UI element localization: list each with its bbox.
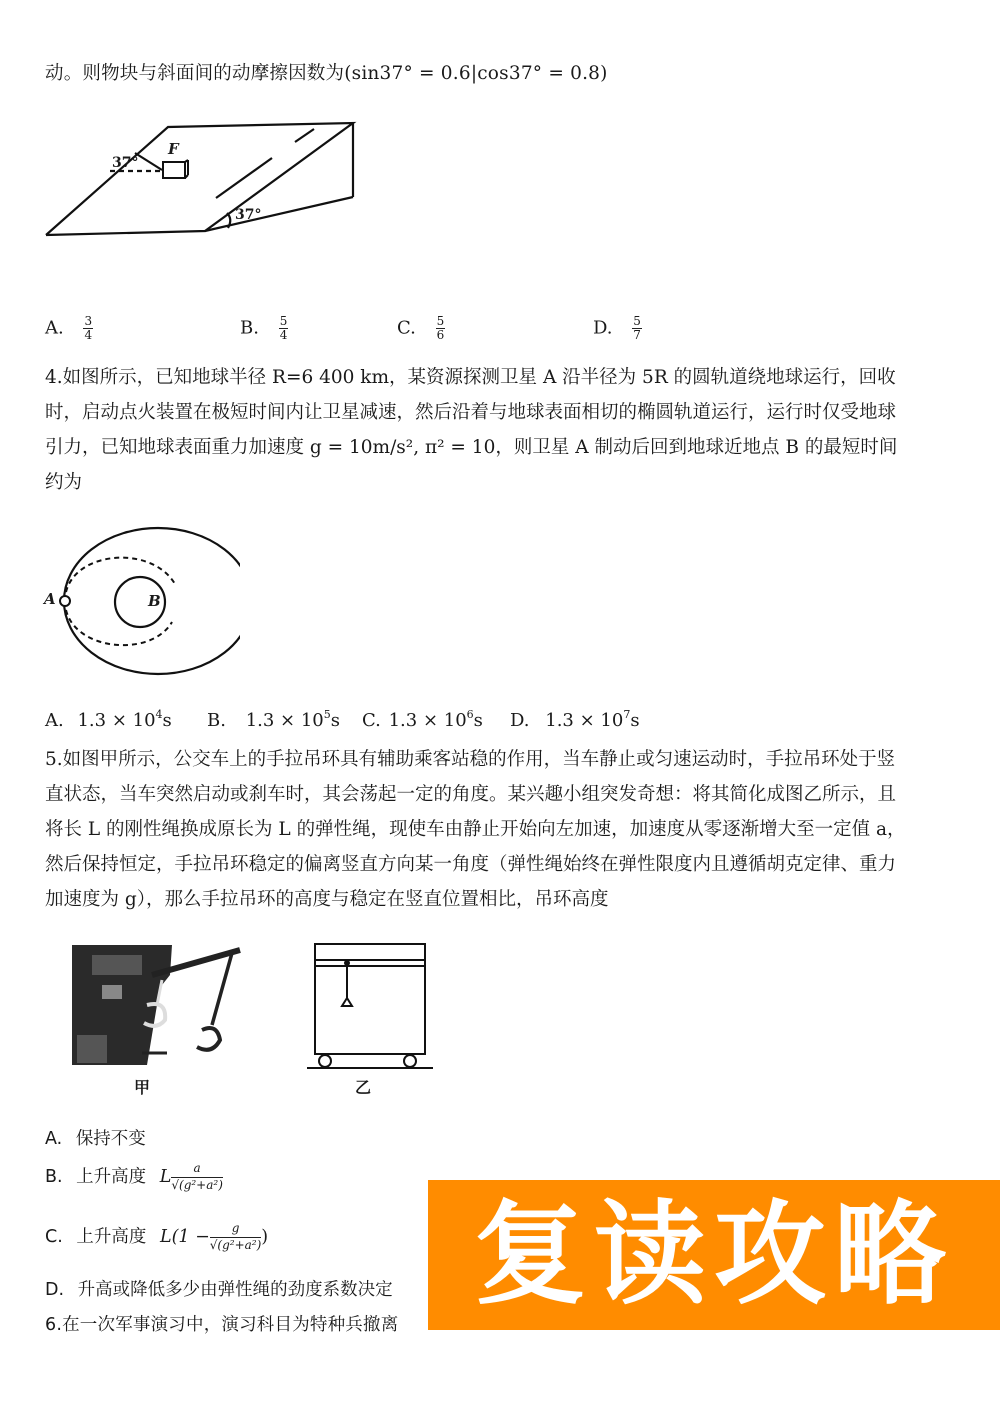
option-letter: C.	[362, 710, 381, 731]
q4-stem-line: 时，启动点火装置在极短时间内让卫星减速，然后沿着与地球表面相切的椭圆轨道运行，运行时仅受地球	[45, 402, 897, 423]
numerator: 3	[84, 314, 93, 328]
option-letter: D.	[510, 710, 530, 731]
denominator: 7	[633, 328, 641, 342]
numerator: 5	[633, 314, 641, 328]
unit: s	[330, 710, 340, 731]
option-value: 1.3 × 10	[388, 710, 467, 731]
point-a-label: A	[44, 590, 56, 608]
q3-option-b	[240, 315, 288, 342]
wheel-left	[319, 1055, 331, 1067]
numerator: 5	[436, 314, 445, 328]
q4-stem	[45, 360, 955, 500]
option-text: 上升高度	[76, 1167, 147, 1187]
q4-option-d	[510, 710, 640, 731]
q3-option-d	[593, 315, 642, 342]
exponent: 4	[155, 708, 163, 721]
incline-diagram	[40, 115, 370, 245]
fraction	[279, 315, 289, 342]
numerator: 5	[279, 314, 288, 328]
unit: s	[162, 710, 172, 731]
q5-stem-line: 加速度为 g），那么手拉吊环的高度与稳定在竖直位置相比，吊环高度	[45, 889, 609, 910]
wheel-right	[404, 1055, 416, 1067]
hand-strap-photo	[72, 945, 252, 1065]
option-value: 1.3 × 10	[245, 710, 324, 731]
fraction	[632, 315, 642, 342]
q3-option-c	[397, 315, 445, 342]
q5-figure-yi-schematic	[305, 940, 435, 1070]
exponent: 5	[323, 708, 331, 721]
q5-option-d	[45, 1276, 393, 1301]
q4-stem-line: 4.如图所示，已知地球半径 R=6 400 km，某资源探测卫星 A 沿半径为 5R 的圆轨道绕地球运行，回收	[45, 367, 896, 388]
option-value: 1.3 × 10	[545, 710, 624, 731]
denominator: 6	[436, 328, 445, 342]
bus-schematic	[305, 940, 435, 1070]
point-b-label: B	[148, 592, 161, 610]
numerator: g	[231, 1221, 240, 1235]
option-letter: B.	[240, 317, 259, 339]
q3-stem-text: 动。则物块与斜面间的动摩擦因数为(sin37° = 0.6|cos37° = 0.8)	[45, 63, 608, 84]
math-fraction	[210, 1222, 262, 1252]
q4-stem-line: 引力，已知地球表面重力加速度 g = 10m/s², π² = 10，则卫星 A 制动后回到地球近地点 B 的最短时间	[45, 437, 898, 458]
option-letter: B.	[45, 1167, 63, 1187]
q3-option-a	[45, 315, 93, 342]
unit: s	[630, 710, 640, 731]
option-text: 升高或降低多少由弹性绳的劲度系数决定	[77, 1280, 393, 1300]
denominator: 4	[84, 328, 93, 342]
force-f-label: F	[168, 140, 179, 158]
denominator: 4	[279, 328, 288, 342]
option-letter: B.	[207, 710, 226, 731]
exponent: 7	[623, 708, 631, 721]
option-letter: A.	[45, 317, 64, 339]
q4-option-a	[45, 710, 172, 731]
q5-stem	[45, 742, 955, 917]
option-text: 保持不变	[75, 1129, 146, 1149]
angle-bottom-label: 37°	[235, 207, 262, 223]
math-suffix: )	[261, 1227, 269, 1247]
option-text: 上升高度	[76, 1227, 147, 1247]
angle-top-label: 37°	[112, 155, 139, 171]
q4-orbit-figure	[40, 522, 240, 682]
option-letter: A.	[45, 710, 64, 731]
q5-figure-jia-photo	[72, 945, 252, 1065]
q5-stem-line: 5.如图甲所示，公交车上的手拉吊环具有辅助乘客站稳的作用，当车静止或匀速运动时，手拉吊环处于竖	[45, 749, 896, 770]
option-letter: D.	[45, 1280, 65, 1300]
denominator: √(g²+a²)	[209, 1238, 262, 1252]
numerator: a	[193, 1161, 201, 1175]
exponent: 6	[466, 708, 474, 721]
fraction	[83, 315, 93, 342]
figure-jia-caption: 甲	[134, 1078, 151, 1097]
denominator: √(g²+a²)	[171, 1178, 223, 1192]
math-fraction	[171, 1162, 223, 1192]
option-letter: D.	[593, 317, 613, 339]
q3-incline-figure	[40, 115, 370, 245]
orbit-diagram	[40, 522, 240, 682]
q6-stem-text: 6.在一次军事演习中，演习科目为特种兵撤离	[45, 1315, 399, 1335]
watermark-text: 复读攻略	[474, 1190, 954, 1320]
option-letter: C.	[45, 1227, 63, 1247]
strap-ring	[342, 998, 352, 1006]
option-value: 1.3 × 10	[77, 710, 156, 731]
math-prefix: L(1 −	[159, 1227, 210, 1247]
watermark-banner	[428, 1180, 1000, 1330]
q5-stem-line: 然后保持恒定，手拉吊环稳定的偏离竖直方向某一角度（弹性绳始终在弹性限度内且遵循胡克定律、重力	[45, 854, 897, 875]
satellite-a-marker	[60, 596, 70, 606]
q5-stem-line: 直状态，当车突然启动或刹车时，其会荡起一定的角度。某兴趣小组突发奇想：将其简化成图乙所示，且	[45, 784, 897, 805]
unit: s	[473, 710, 483, 731]
q4-stem-line: 约为	[45, 472, 83, 493]
q5-stem-line: 将长 L 的刚性绳换成原长为 L 的弹性绳，现使车由静止开始向左加速，加速度从零逐渐增大至一定值 a，	[45, 819, 906, 840]
q5-option-c	[45, 1222, 268, 1252]
q4-option-c	[362, 710, 483, 731]
math-prefix: L	[159, 1167, 172, 1187]
figure-yi-caption: 乙	[355, 1078, 372, 1097]
option-letter: A.	[45, 1129, 63, 1149]
fraction	[436, 315, 446, 342]
q5-option-a	[45, 1125, 146, 1150]
q5-option-b	[45, 1162, 223, 1192]
q4-option-b	[207, 710, 340, 731]
option-letter: C.	[397, 317, 416, 339]
